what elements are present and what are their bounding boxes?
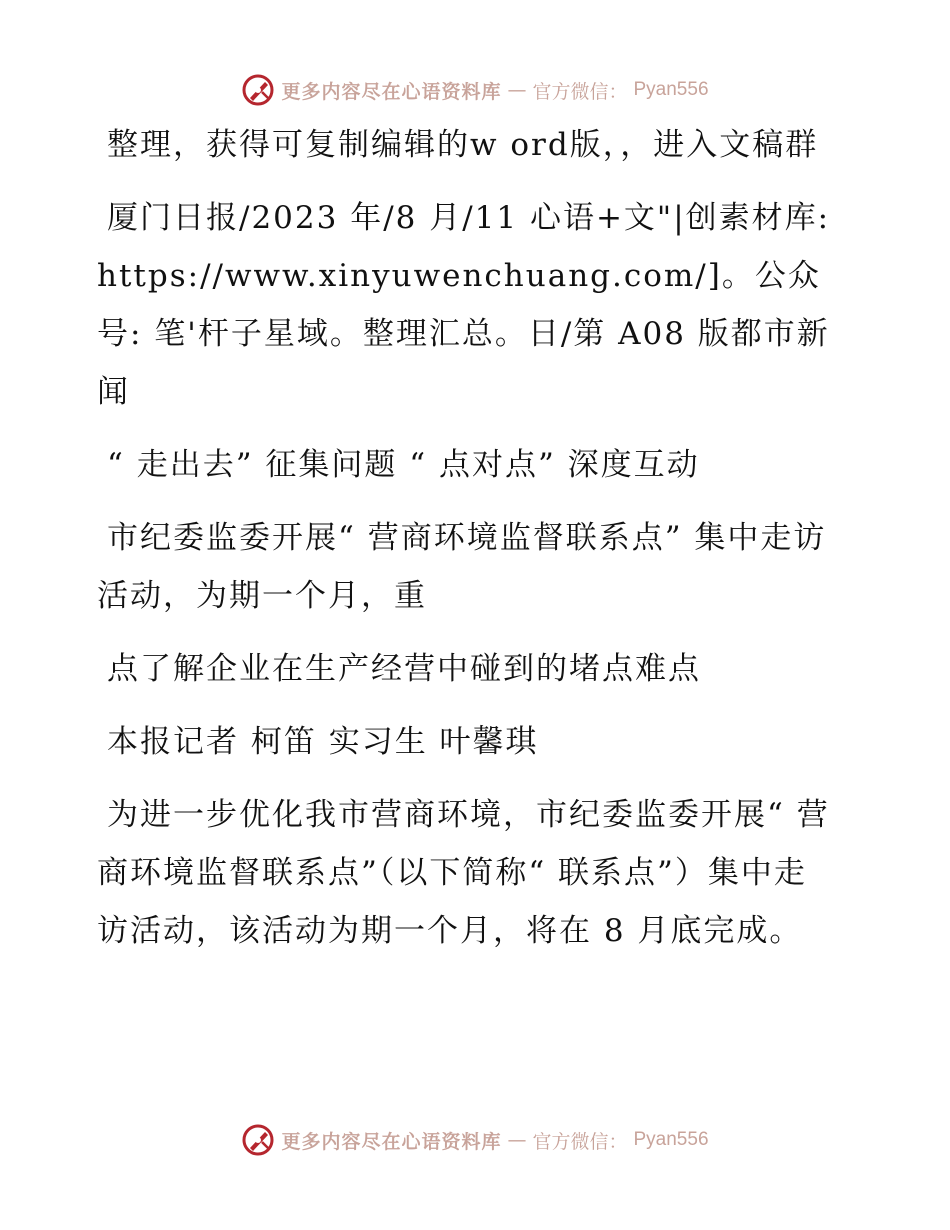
brand-logo-icon [241, 1123, 275, 1157]
article-headline: “ 走出去” 征集问题 “ 点对点” 深度互动 [107, 447, 700, 483]
footer-banner [0, 1122, 950, 1158]
article-paragraph: 为进一步优化我市营商环境，市纪委监委开展“ 营商环境监督联系点”（以下简称“ 联系点”）集中走访活动，该活动为期一个月，将在 8 月底完成。 [97, 797, 830, 949]
article-subheadline-cont: 点了解企业在生产经营中碰到的堵点难点 [107, 651, 701, 687]
footer-wechat-id: Pyan556 [633, 1129, 709, 1150]
brand-logo-icon [241, 73, 275, 107]
article-byline: 本报记者 柯笛 实习生 叶馨琪 [107, 724, 539, 760]
banner-wechat-label: 官方微信： [532, 80, 628, 103]
banner-main-text: 更多内容尽在心语资料库 [281, 80, 502, 103]
article-body [97, 116, 837, 975]
banner-wechat-id: Pyan556 [633, 79, 709, 100]
footer-dash: — [507, 1129, 527, 1151]
banner-dash: — [507, 79, 527, 101]
header-banner [0, 72, 950, 108]
paragraph-intro: 整理，获得可复制编辑的w ord版，，进入文稿群 [107, 127, 819, 163]
article-subheadline: 市纪委监委开展“ 营商环境监督联系点” 集中走访活动，为期一个月，重 [97, 520, 827, 614]
paragraph-source: 厦门日报/2023 年/8 月/11 心语+文"|创素材库: https://www.xinyuwenchuang.com/]。公众号: 笔'杆子星域。整理汇总。日/第 A08 版都市新闻 [97, 200, 831, 410]
footer-wechat-label: 官方微信： [532, 1130, 628, 1153]
footer-main-text: 更多内容尽在心语资料库 [281, 1130, 502, 1153]
